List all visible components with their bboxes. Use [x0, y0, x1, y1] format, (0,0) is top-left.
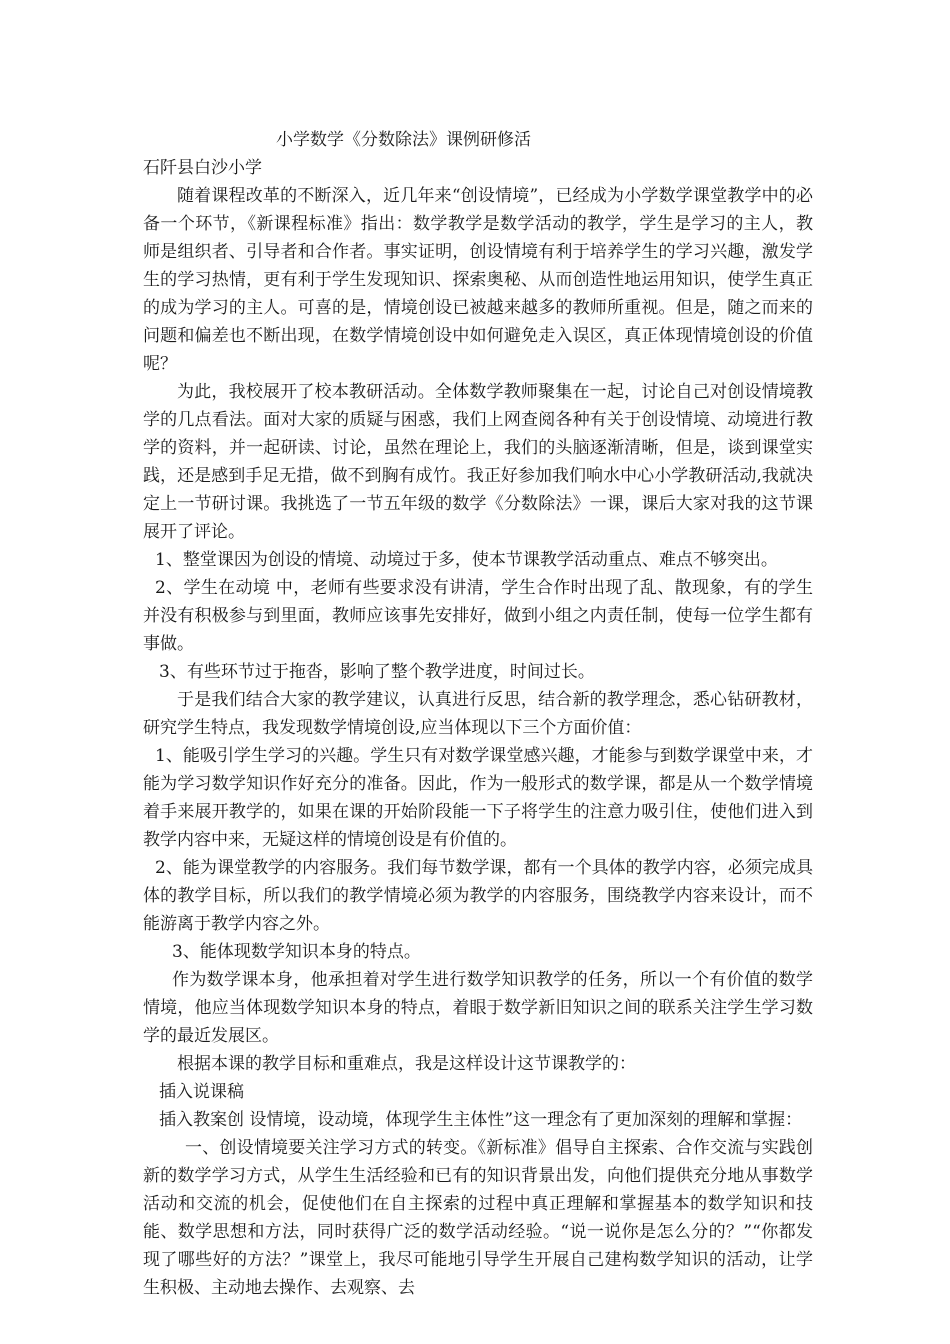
- paragraph-insert-plan: 插入教案创 设情境，设动境，体现学生主体性”这一理念有了更加深刻的理解和掌握：: [159, 1110, 803, 1130]
- document-page: [143, 126, 813, 1302]
- paragraph-activity: 为此，我校展开了校本教研活动。全体数学教师聚集在一起，讨论自己对创设情境教学的几点看法。面对大家的质疑与困惑，我们上网查阅各种有关于创设情境、动境进行教学的资料，并一起研读、讨论，虽然在理论上，我们的头脑逐渐清晰，但是，谈到课堂实践，还是感到手足无措，做不到胸有成竹。我正好参加我们响水中心小学教研活动,我就决定上一节研讨课。我挑选了一节五年级的数学《分数除法》一课，课后大家对我的这节课展开了评论。: [143, 382, 813, 542]
- paragraph-insert-lecture: 插入说课稿: [159, 1082, 244, 1102]
- school-name: 石阡县白沙小学: [143, 158, 262, 178]
- paragraph-issue-3: 3、有些环节过于拖沓，影响了整个教学进度，时间过长。: [159, 662, 595, 682]
- paragraph-value-1: 1、能吸引学生学习的兴趣。学生只有对数学课堂感兴趣，才能参与到数学课堂中来，才能为学习数学知识作好充分的准备。因此，作为一般形式的数学课，都是从一个数学情境着手来展开教学的，如果在课的开始阶段能一下子将学生的注意力吸引住，使他们进入到教学内容中来，无疑这样的情境创设是有价值的。: [143, 746, 813, 850]
- paragraph-design: 根据本课的教学目标和重难点，我是这样设计这节课教学的：: [177, 1054, 636, 1074]
- paragraph-intro: 随着课程改革的不断深入，近几年来“创设情境”，已经成为小学数学课堂教学中的必备一个环节，《新课程标准》指出：数学教学是数学活动的教学，学生是学习的主人，教师是组织者、引导者和合作者。事实证明，创设情境有利于培养学生的学习兴趣，激发学生的学习热情，更有利于学生发现知识、探索奥秘、从而创造性地运用知识，使学生真正的成为学习的主人。可喜的是，情境创设已被越来越多的教师所重视。但是，随之而来的问题和偏差也不断出现，在数学情境创设中如何避免走入误区，真正体现情境创设的价值呢？: [143, 186, 813, 374]
- document-title: 小学数学《分数除法》课例研修活: [276, 130, 531, 150]
- paragraph-value-2: 2、能为课堂教学的内容服务。我们每节数学课，都有一个具体的教学内容，必须完成具体的教学目标，所以我们的教学情境必须为教学的内容服务，围绕教学内容来设计，而不能游离于教学内容之外。: [143, 858, 813, 934]
- paragraph-issue-2: 2、学生在动境 中，老师有些要求没有讲清，学生合作时出现了乱、散现象，有的学生并没有积极参与到里面，教师应该事先安排好，做到小组之内责任制，使每一位学生都有事做。: [143, 578, 813, 654]
- paragraph-section-one: 一、创设情境要关注学习方式的转变。《新标准》倡导自主探索、合作交流与实践创新的数学学习方式，从学生生活经验和已有的知识背景出发，向他们提供充分地从事数学活动和交流的机会，促使他们在自主探索的过程中真正理解和掌握基本的数学知识和技能、数学思想和方法，同时获得广泛的数学活动经验。“说一说你是怎么分的？”“你都发现了哪些好的方法？”课堂上，我尽可能地引导学生开展自己建构数学知识的活动，让学生积极、主动地去操作、去观察、去: [143, 1138, 813, 1298]
- paragraph-math-context: 作为数学课本身，他承担着对学生进行数学知识教学的任务，所以一个有价值的数学情境，他应当体现数学知识本身的特点，着眼于数学新旧知识之间的联系关注学生学习数学的最近发展区。: [143, 970, 813, 1046]
- paragraph-reflection: 于是我们结合大家的教学建议，认真进行反思，结合新的教学理念，悉心钻研教材，研究学生特点，我发现数学情境创设,应当体现以下三个方面价值：: [143, 690, 813, 738]
- paragraph-issue-1: 1、整堂课因为创设的情境、动境过于多，使本节课教学活动重点、难点不够突出。: [155, 550, 778, 570]
- paragraph-value-3: 3、能体现数学知识本身的特点。: [172, 942, 421, 962]
